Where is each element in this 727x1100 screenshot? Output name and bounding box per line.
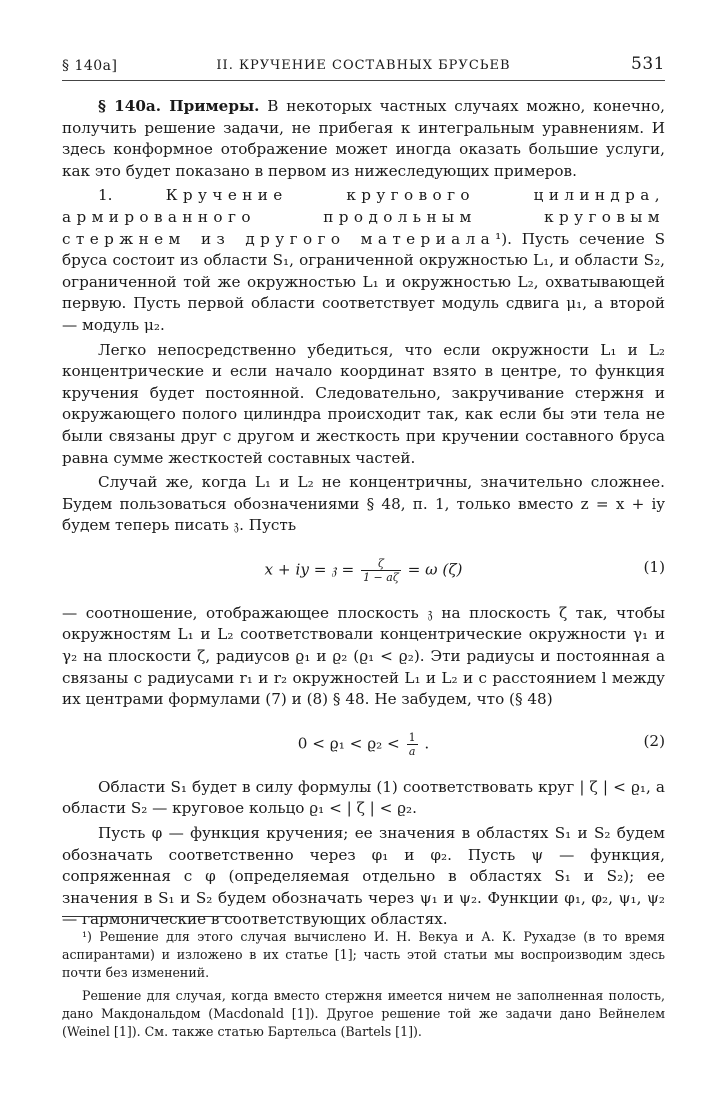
running-header — [62, 56, 665, 80]
paragraph-example-1 — [62, 185, 665, 336]
formula-2-left: 0 < ϱ₁ < ϱ₂ < — [297, 734, 405, 753]
formula-1-numerator: ζ — [361, 557, 401, 571]
formula-2-numerator: 1 — [408, 730, 416, 744]
formula-1-fraction — [361, 557, 401, 584]
formula-1-number: (1) — [643, 557, 665, 576]
paragraph-torsion-function: Пусть φ — функция кручения; ее значения в областях S₁ и S₂ будем обозначать соответственно через φ₁ и φ₂. Пусть ψ — функция, сопряженная с φ (определяемая отдельно в областях S₁ и S₂); ее значения в S₁ и S₂ будем обозначать через ψ₁ и ψ₂. Функции φ₁, φ₂, ψ₁, ψ₂ — гармонические в соответствующих областях. — [62, 824, 665, 929]
paragraph-mapping: — соотношение, отображающее плоскость 𝔷 на плоскость ζ так, чтобы окружностям L₁ и L₂ соответствовали концентрические окружности γ₁ и γ₂ на плоскости ζ, радиусов ϱ₁ и ϱ₂ (ϱ₁ < ϱ₂). Эти радиусы и постоянная a связаны с радиусами r₁ и r₂ окружностей L₁ и L₂ и с расстоянием l между их центрами формулами (7) и (8) § 48. Не забудем, что (§ 48) — [62, 603, 665, 709]
paragraph-regions: Области S₁ будет в силу формулы (1) соответствовать круг | ζ | < ϱ₁, а области S₂ — круговое кольцо ϱ₁ < | ζ | < ϱ₂. — [62, 777, 665, 818]
footnotes — [62, 928, 665, 1041]
formula-1-expression — [62, 557, 665, 584]
formula-1-left: x + iy = 𝔷 = — [264, 560, 360, 579]
footnote-rule — [62, 916, 236, 917]
formula-2-expression — [62, 731, 665, 758]
header-section: § 140a] — [62, 58, 118, 74]
paragraph-intro — [62, 96, 665, 182]
header-rule — [62, 80, 665, 81]
example-title-spaced: Кручение кругового цилиндра, армированного продольным круговым стержнем из другого материала — [62, 186, 665, 248]
formula-2-number: (2) — [643, 731, 665, 750]
paragraph-nonconcentric: Случай же, когда L₁ и L₂ не концентричны, значительно сложнее. Будем пользоваться обозначениями § 48, п. 1, только вместо z = x + iy будем теперь писать 𝔷. Пусть — [62, 473, 665, 535]
example-number: 1. — [98, 186, 166, 205]
main-text — [62, 96, 665, 931]
paragraph-example-1-text: ¹). Пусть сечение S бруса состоит из области S₁, ограниченной окружностью L₁, и области S₂, ограниченной той же окружностью L₁ и окружностью L₂, охватывающей первую. Пусть первой области соответствует модуль сдвига μ₁, а второй — модуль μ₂. — [62, 229, 666, 334]
formula-2-denominator: a — [408, 744, 416, 758]
formula-1 — [62, 547, 665, 591]
formula-2 — [62, 721, 665, 765]
formula-1-denominator: 1 − aζ — [363, 570, 399, 584]
paragraph-intro-text: В некоторых частных случаях можно, конечно, получить решение задачи, не прибегая к интегральным уравнениям. И здесь конформное отображение может иногда оказать большие услуги, как это будет показано в первом из нижеследующих примеров. — [62, 97, 665, 180]
formula-2-right: . — [419, 734, 430, 753]
header-chapter-title: II. КРУЧЕНИЕ СОСТАВНЫХ БРУСЬЕВ — [216, 58, 511, 73]
formula-2-fraction — [407, 731, 418, 758]
footnote-1: ¹) Решение для этого случая вычислено И. Н. Векуа и А. К. Рухадзе (в то время аспирантами) и изложено в их статье [1]; часть этой статьи мы воспроизводим здесь почти без изменений. — [62, 929, 665, 981]
page-number: 531 — [631, 54, 665, 74]
footnote-1-continued: Решение для случая, когда вместо стержня имеется ничем не заполненная полость, дано Макдональдом (Macdonald [1]). Другое решение той же задачи дано Вейнелем (Weinel [1]). См. также статью Бартельса (Bartels [1]). — [62, 987, 665, 1040]
formula-1-right: = ω (ζ) — [402, 560, 463, 579]
paragraph-concentric: Легко непосредственно убедиться, что если окружности L₁ и L₂ концентрические и если начало координат взято в центре, то функция кручения будет постоянной. Следовательно, закручивание стержня и окружающего полого цилиндра происходит так, как если бы эти тела не были связаны друг с другом и жесткость при кручении составного бруса равна сумме жесткостей составных частей. — [62, 340, 665, 467]
section-heading: § 140a. Примеры. — [98, 97, 260, 115]
